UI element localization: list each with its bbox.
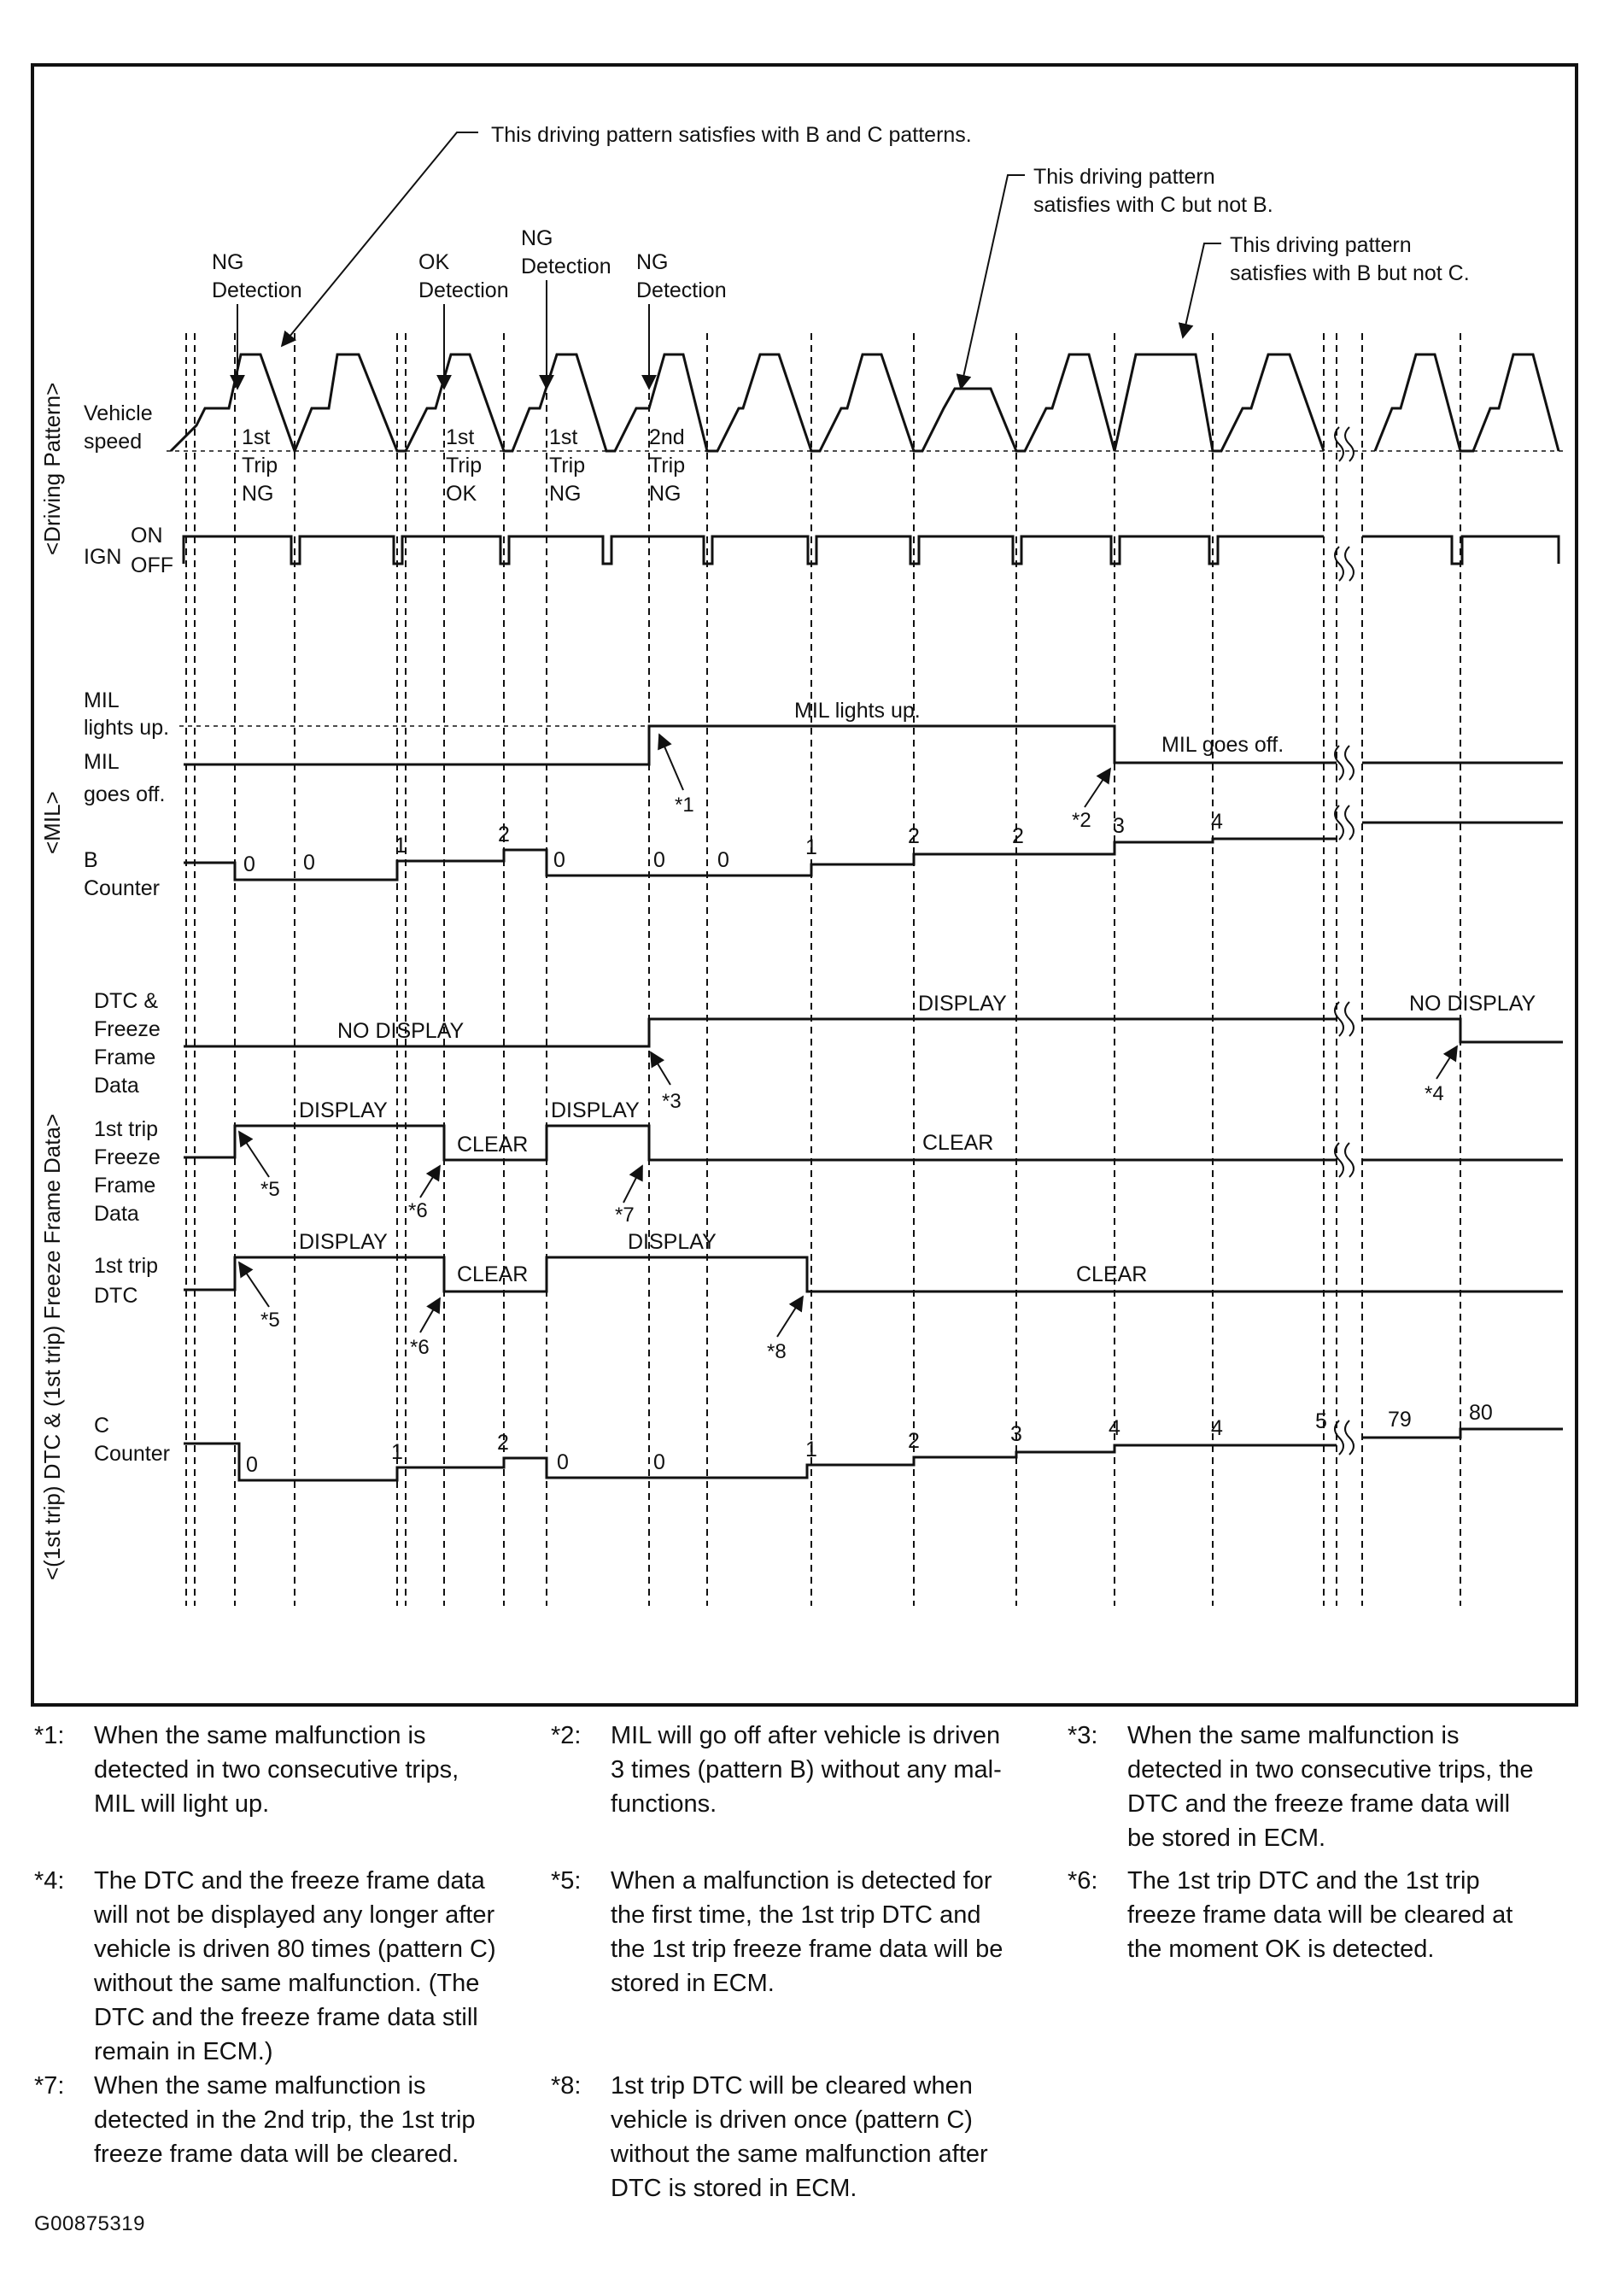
break-symbol-5-b: [1345, 1002, 1354, 1036]
dtc1-state-display-1: DISPLAY: [299, 1230, 388, 1254]
dtc1-trace: [184, 1257, 1563, 1292]
trip-labels: [242, 425, 685, 506]
detection-label-4-line1: NG: [636, 250, 669, 274]
footnote-line: 3 times (pattern B) without any mal-: [611, 1756, 1002, 1784]
footnote-mark: *8:: [551, 2072, 582, 2100]
time-break-symbols: [1335, 427, 1354, 1455]
row-vehicle-speed-line2: speed: [84, 430, 143, 454]
footnote-line: DTC is stored in ECM.: [611, 2175, 857, 2202]
row-dtc-line4: Data: [94, 1074, 139, 1098]
footnote-line: functions.: [611, 1790, 717, 1818]
detection-label-1-line2: Detection: [212, 278, 302, 302]
footnote-line: When the same malfunction is: [1127, 1722, 1460, 1749]
c-counter-value-13: 80: [1469, 1401, 1493, 1425]
footnote-line: without the same malfunction after: [611, 2141, 988, 2168]
trip-label-3-line2: Trip: [549, 454, 586, 477]
event-marker-label-5: *5: [260, 1178, 280, 1201]
footnote-line: When the same malfunction is: [94, 1722, 426, 1749]
ff1-states: [299, 1098, 993, 1157]
row-ff1-line2: Freeze: [94, 1145, 161, 1169]
b-counter-value-12: 4: [1211, 810, 1223, 834]
section-labels: [39, 383, 65, 1580]
break-symbol-2-b: [1345, 547, 1354, 581]
section-mil: <MIL>: [39, 791, 65, 854]
trip-label-2-line1: 1st: [446, 425, 475, 449]
break-symbol-7-b: [1345, 1420, 1354, 1455]
b-counter-trace: [184, 839, 1337, 880]
callout-pattern-bc-leader: [282, 132, 478, 346]
trip-label-4-line2: Trip: [649, 454, 686, 477]
row-b-counter-line2: Counter: [84, 876, 160, 900]
callout-pattern-c-not-b-line2: satisfies with C but not B.: [1033, 193, 1273, 217]
event-marker-label-6: *6: [408, 1199, 428, 1222]
event-marker-label-8: *5: [260, 1309, 280, 1332]
callout-pattern-b-not-c-leader: [1183, 243, 1221, 337]
dtc1-state-clear-1: CLEAR: [457, 1262, 529, 1286]
break-symbol-4-a: [1335, 805, 1343, 840]
dtc-state-display: DISPLAY: [918, 992, 1007, 1016]
trip-label-2-line2: Trip: [446, 454, 483, 477]
event-markers: [239, 735, 1457, 1363]
row-dtc-line3: Frame: [94, 1046, 156, 1069]
detection-label-2-line2: Detection: [418, 278, 509, 302]
b-counter-value-9: 2: [908, 824, 920, 848]
c-counter-value-7: 2: [908, 1429, 920, 1453]
mil-state-lights-up: MIL lights up.: [794, 699, 921, 723]
footnote-mark: *2:: [551, 1722, 582, 1749]
footnote-line: The DTC and the freeze frame data: [94, 1867, 485, 1895]
event-marker-arrow-2: [1085, 769, 1110, 807]
footnote-line: detected in the 2nd trip, the 1st trip: [94, 2106, 476, 2134]
footnote-line: When a malfunction is detected for: [611, 1867, 992, 1895]
dtc1-state-clear-2: CLEAR: [1076, 1262, 1148, 1286]
callout-pattern-bc: This driving pattern satisfies with B and C patterns.: [491, 123, 972, 147]
c-counter-value-4: 0: [557, 1450, 569, 1474]
row-mil-on-line2: lights up.: [84, 716, 170, 740]
callout-pattern-b-not-c-line2: satisfies with B but not C.: [1230, 261, 1470, 285]
footnote-body: [94, 1864, 496, 2069]
trip-label-1-line3: NG: [242, 482, 274, 506]
footnote-line: stored in ECM.: [611, 1970, 775, 1997]
b-counter-value-5: 0: [553, 848, 565, 872]
dtc-trace-after-break: [1362, 1019, 1563, 1042]
row-vehicle-speed-line1: Vehicle: [84, 401, 153, 425]
footnote-mark: *3:: [1068, 1722, 1098, 1749]
callout-pattern-c-not-b-line1: This driving pattern: [1033, 165, 1215, 189]
mil-states: [794, 699, 1284, 757]
dtc-states: [337, 992, 1536, 1043]
event-marker-label-9: *6: [410, 1336, 430, 1359]
event-marker-arrow-4: [1436, 1046, 1457, 1079]
break-symbol-4-b: [1345, 805, 1354, 840]
dtc1-state-display-2: DISPLAY: [628, 1230, 717, 1254]
b-counter-value-10: 2: [1012, 824, 1024, 848]
trip-label-1-line2: Trip: [242, 454, 278, 477]
row-ff1-line1: 1st trip: [94, 1117, 159, 1141]
detection-label-2-line1: OK: [418, 250, 450, 274]
trip-label-2-line3: OK: [446, 482, 477, 506]
row-dtc1-line2: DTC: [94, 1284, 138, 1308]
footnote-line: detected in two consecutive trips,: [94, 1756, 459, 1784]
ff1-state-display-1: DISPLAY: [299, 1098, 388, 1122]
callouts: [282, 123, 1470, 389]
dtc-state-no-display: NO DISPLAY: [337, 1019, 465, 1043]
figure-code: G00875319: [34, 2212, 145, 2235]
trip-boundary-guides: [186, 333, 1460, 1606]
c-counter-value-12: 79: [1388, 1408, 1412, 1432]
event-marker-arrow-7: [623, 1166, 642, 1203]
detection-label-3-line2: Detection: [521, 255, 611, 278]
event-marker-arrow-9: [420, 1298, 440, 1332]
footnote-line: the moment OK is detected.: [1127, 1936, 1435, 1963]
ff1-state-clear-2: CLEAR: [922, 1131, 994, 1155]
footnote-mark: *6:: [1068, 1867, 1098, 1895]
row-ign: IGN: [84, 545, 122, 569]
footnote-body: [611, 1864, 1003, 2000]
footnote-body: [611, 1719, 1002, 1821]
b-counter-value-1: 0: [243, 852, 255, 876]
break-symbol-6-b: [1345, 1143, 1354, 1177]
b-counter-value-6: 0: [653, 848, 665, 872]
detection-label-4-line2: Detection: [636, 278, 727, 302]
vehicle-speed-trace-after-break: [1375, 354, 1559, 451]
vehicle-speed-trace: [171, 354, 1324, 451]
footnote-line: be stored in ECM.: [1127, 1824, 1326, 1852]
callout-pattern-c-not-b-leader: [961, 175, 1025, 389]
footnote-line: detected in two consecutive trips, the: [1127, 1756, 1534, 1784]
row-mil-on-line1: MIL: [84, 688, 120, 712]
row-dtc1-line1: 1st trip: [94, 1254, 159, 1278]
event-marker-arrow-1: [659, 735, 683, 790]
event-marker-label-4: *4: [1425, 1082, 1444, 1105]
diagram-frame: [32, 65, 1577, 1705]
footnote-line: remain in ECM.): [94, 2038, 273, 2065]
footnote-line: the first time, the 1st trip DTC and: [611, 1901, 981, 1929]
trip-label-4-line1: 2nd: [649, 425, 685, 449]
footnote-body: [1127, 1864, 1512, 1966]
event-marker-label-3: *3: [662, 1090, 682, 1113]
row-labels: [84, 401, 173, 1466]
c-counter-value-6: 1: [805, 1438, 817, 1461]
trip-label-4-line3: NG: [649, 482, 682, 506]
row-ign-on: ON: [131, 524, 163, 548]
event-marker-arrow-5: [239, 1132, 269, 1177]
callout-pattern-b-not-c-line1: This driving pattern: [1230, 233, 1412, 257]
event-marker-label-1: *1: [675, 794, 694, 817]
trip-label-1-line1: 1st: [242, 425, 271, 449]
b-counter-value-11: 3: [1113, 814, 1125, 838]
event-marker-label-10: *8: [767, 1340, 787, 1363]
footnote-line: vehicle is driven 80 times (pattern C): [94, 1936, 496, 1963]
event-marker-arrow-8: [239, 1262, 269, 1307]
footnote-mark: *1:: [34, 1722, 65, 1749]
row-ign-off: OFF: [131, 554, 173, 577]
c-counter-value-3: 2: [497, 1431, 509, 1455]
break-symbol-1-b: [1345, 427, 1354, 461]
c-counter-value-5: 0: [653, 1450, 665, 1474]
c-counter-value-10: 4: [1211, 1416, 1223, 1440]
footnote-body: [94, 1719, 459, 1821]
section-freeze: <(1st trip) DTC & (1st trip) Freeze Frame Data>: [39, 1113, 65, 1580]
footnote-mark: *5:: [551, 1867, 582, 1895]
footnote-body: [1127, 1719, 1534, 1855]
event-marker-arrow-6: [420, 1166, 440, 1198]
footnote-line: When the same malfunction is: [94, 2072, 426, 2100]
c-counter-trace: [184, 1444, 1337, 1480]
c-counter-value-11: 5: [1315, 1409, 1327, 1433]
ff1-state-clear-1: CLEAR: [457, 1133, 529, 1157]
row-b-counter-line1: B: [84, 848, 98, 872]
b-counter-value-7: 0: [717, 848, 729, 872]
detection-label-1-line1: NG: [212, 250, 244, 274]
detection-label-3-line1: NG: [521, 226, 553, 250]
footnote-line: 1st trip DTC will be cleared when: [611, 2072, 973, 2100]
footnote-line: freeze frame data will be cleared at: [1127, 1901, 1513, 1929]
row-dtc-line2: Freeze: [94, 1017, 161, 1041]
ign-trace: [184, 536, 1324, 564]
c-counter-value-9: 4: [1109, 1416, 1120, 1440]
dtc-state-no-display-right: NO DISPLAY: [1409, 992, 1536, 1016]
c-counter-value-1: 0: [246, 1453, 258, 1477]
event-marker-label-2: *2: [1072, 809, 1091, 832]
footnote-mark: *7:: [34, 2072, 65, 2100]
row-mil-off-line1: MIL: [84, 750, 120, 774]
footnote-line: The 1st trip DTC and the 1st trip: [1127, 1867, 1480, 1895]
footnote-line: DTC and the freeze frame data will: [1127, 1790, 1511, 1818]
mil-state-goes-off: MIL goes off.: [1161, 733, 1284, 757]
footnote-line: MIL will light up.: [94, 1790, 270, 1818]
row-mil-off-line2: goes off.: [84, 782, 166, 806]
c-counter-value-8: 3: [1010, 1422, 1022, 1446]
ff1-state-display-2: DISPLAY: [551, 1098, 640, 1122]
c-counter-value-2: 1: [391, 1440, 403, 1464]
footnote-line: will not be displayed any longer after: [94, 1901, 495, 1929]
row-ff1-line4: Data: [94, 1202, 139, 1226]
trip-label-3-line3: NG: [549, 482, 582, 506]
footnote-line: vehicle is driven once (pattern C): [611, 2106, 973, 2134]
ff1-trace: [184, 1126, 1337, 1160]
detection-labels: [212, 226, 727, 389]
section-driving-pattern: <Driving Pattern>: [39, 382, 65, 555]
b-counter-value-3: 1: [395, 834, 407, 858]
event-marker-arrow-10: [777, 1297, 803, 1337]
row-c-counter-line1: C: [94, 1414, 110, 1438]
b-counter-value-4: 2: [498, 823, 510, 846]
footnote-mark: *4:: [34, 1867, 65, 1895]
trip-label-3-line1: 1st: [549, 425, 578, 449]
event-marker-arrow-3: [651, 1052, 670, 1085]
footnote-line: the 1st trip freeze frame data will be: [611, 1936, 1003, 1963]
row-dtc-line1: DTC &: [94, 989, 158, 1013]
row-c-counter-line2: Counter: [94, 1442, 170, 1466]
footnote-body: [94, 2069, 476, 2171]
b-counter-value-8: 1: [805, 835, 817, 859]
footnote-line: MIL will go off after vehicle is driven: [611, 1722, 1001, 1749]
row-ff1-line3: Frame: [94, 1174, 156, 1198]
footnote-body: [611, 2069, 988, 2205]
break-symbol-3-b: [1345, 746, 1354, 780]
event-marker-label-7: *7: [615, 1204, 635, 1227]
footnote-line: DTC and the freeze frame data still: [94, 2004, 478, 2031]
footnote-line: freeze frame data will be cleared.: [94, 2141, 459, 2168]
b-counter-value-2: 0: [303, 851, 315, 875]
footnote-line: without the same malfunction. (The: [94, 1970, 480, 1997]
